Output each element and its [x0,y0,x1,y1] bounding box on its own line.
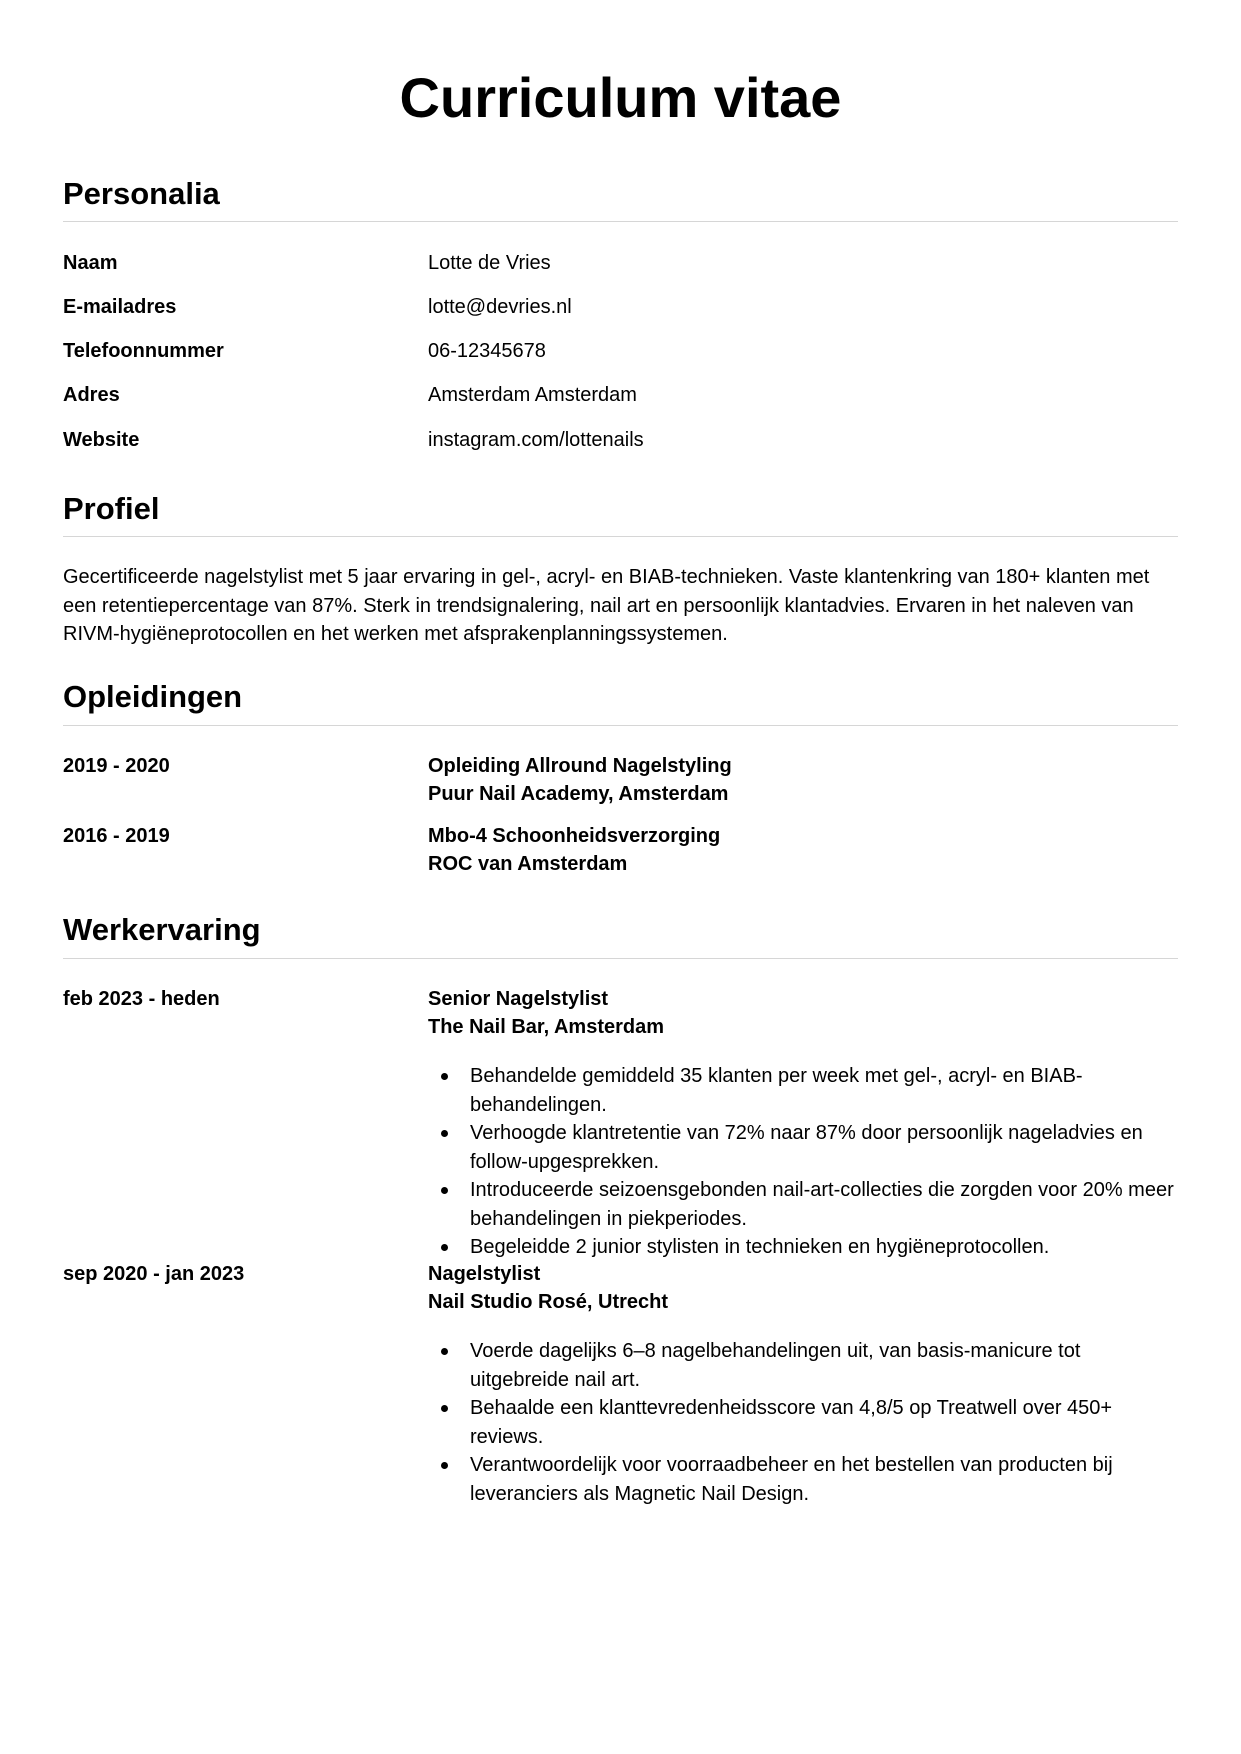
work-details [428,1260,1178,1316]
duty-item: Behaalde een klanttevredenheidsscore van 4,8/5 op Treatwell over 450+ reviews. [470,1394,1178,1451]
section-divider [63,725,1178,726]
section-heading-profiel: Profiel [63,491,160,526]
duty-item: Voerde dagelijks 6–8 nagelbehandelingen uit, van basis-manicure tot uitgebreide nail art. [470,1337,1178,1394]
duty-item: Behandelde gemiddeld 35 klanten per week met gel-, acryl- en BIAB-behandelingen. [470,1062,1178,1119]
education-institution: Puur Nail Academy, Amsterdam [428,783,729,805]
duty-item: Introduceerde seizoensgebonden nail-art-collecties die zorgden voor 20% meer behandelingen in piekperiodes. [470,1176,1178,1233]
field-label: E-mailadres [63,296,177,318]
work-role: Senior Nagelstylist [428,988,609,1010]
education-details [428,752,1178,808]
field-label: Adres [63,384,120,406]
work-details [428,985,1178,1041]
work-employer: The Nail Bar, Amsterdam [428,1016,665,1038]
education-title: Mbo-4 Schoonheidsverzorging [428,825,721,847]
field-value: 06-12345678 [428,340,546,362]
field-label: Telefoonnummer [63,340,224,362]
work-role: Nagelstylist [428,1263,541,1285]
duty-item: Verantwoordelijk voor voorraadbeheer en het bestellen van producten bij leveranciers als Magnetic Nail Design. [470,1451,1178,1508]
section-heading-opleidingen: Opleidingen [63,679,243,714]
work-period: sep 2020 - jan 2023 [63,1263,245,1285]
section-heading-werkervaring: Werkervaring [63,912,261,947]
education-title: Opleiding Allround Nagelstyling [428,755,732,777]
field-value: instagram.com/lottenails [428,429,644,451]
profile-summary: Gecertificeerde nagelstylist met 5 jaar ervaring in gel-, acryl- en BIAB-technieken. Vaste klantenkring van 180+ klanten met een retentiepercentage van 87%. Sterk in trendsignalering, nail art en persoonlijk klantadvies. Ervaren in het naleven van RIVM-hygiëneprotocollen en het werken met afsprakenplanningssystemen. [63,566,1150,645]
work-duties-list [428,1337,1178,1508]
field-value: Amsterdam Amsterdam [428,384,637,406]
document-title: Curriculum vitae [399,66,842,129]
work-duties-list [428,1062,1178,1262]
education-period: 2016 - 2019 [63,825,170,847]
section-heading-personalia: Personalia [63,176,220,211]
duty-item: Begeleidde 2 junior stylisten in technieken en hygiëneprotocollen. [470,1233,1178,1262]
field-value: lotte@devries.nl [428,296,572,318]
education-details [428,822,1178,878]
education-institution: ROC van Amsterdam [428,853,628,875]
field-label: Naam [63,252,118,274]
section-divider [63,958,1178,959]
duty-item: Verhoogde klantretentie van 72% naar 87% door persoonlijk nageladvies en follow-upgesprekken. [470,1119,1178,1176]
field-label: Website [63,429,140,451]
work-period: feb 2023 - heden [63,988,220,1010]
field-value: Lotte de Vries [428,252,551,274]
education-period: 2019 - 2020 [63,755,170,777]
section-divider [63,536,1178,537]
section-divider [63,221,1178,222]
work-employer: Nail Studio Rosé, Utrecht [428,1291,669,1313]
